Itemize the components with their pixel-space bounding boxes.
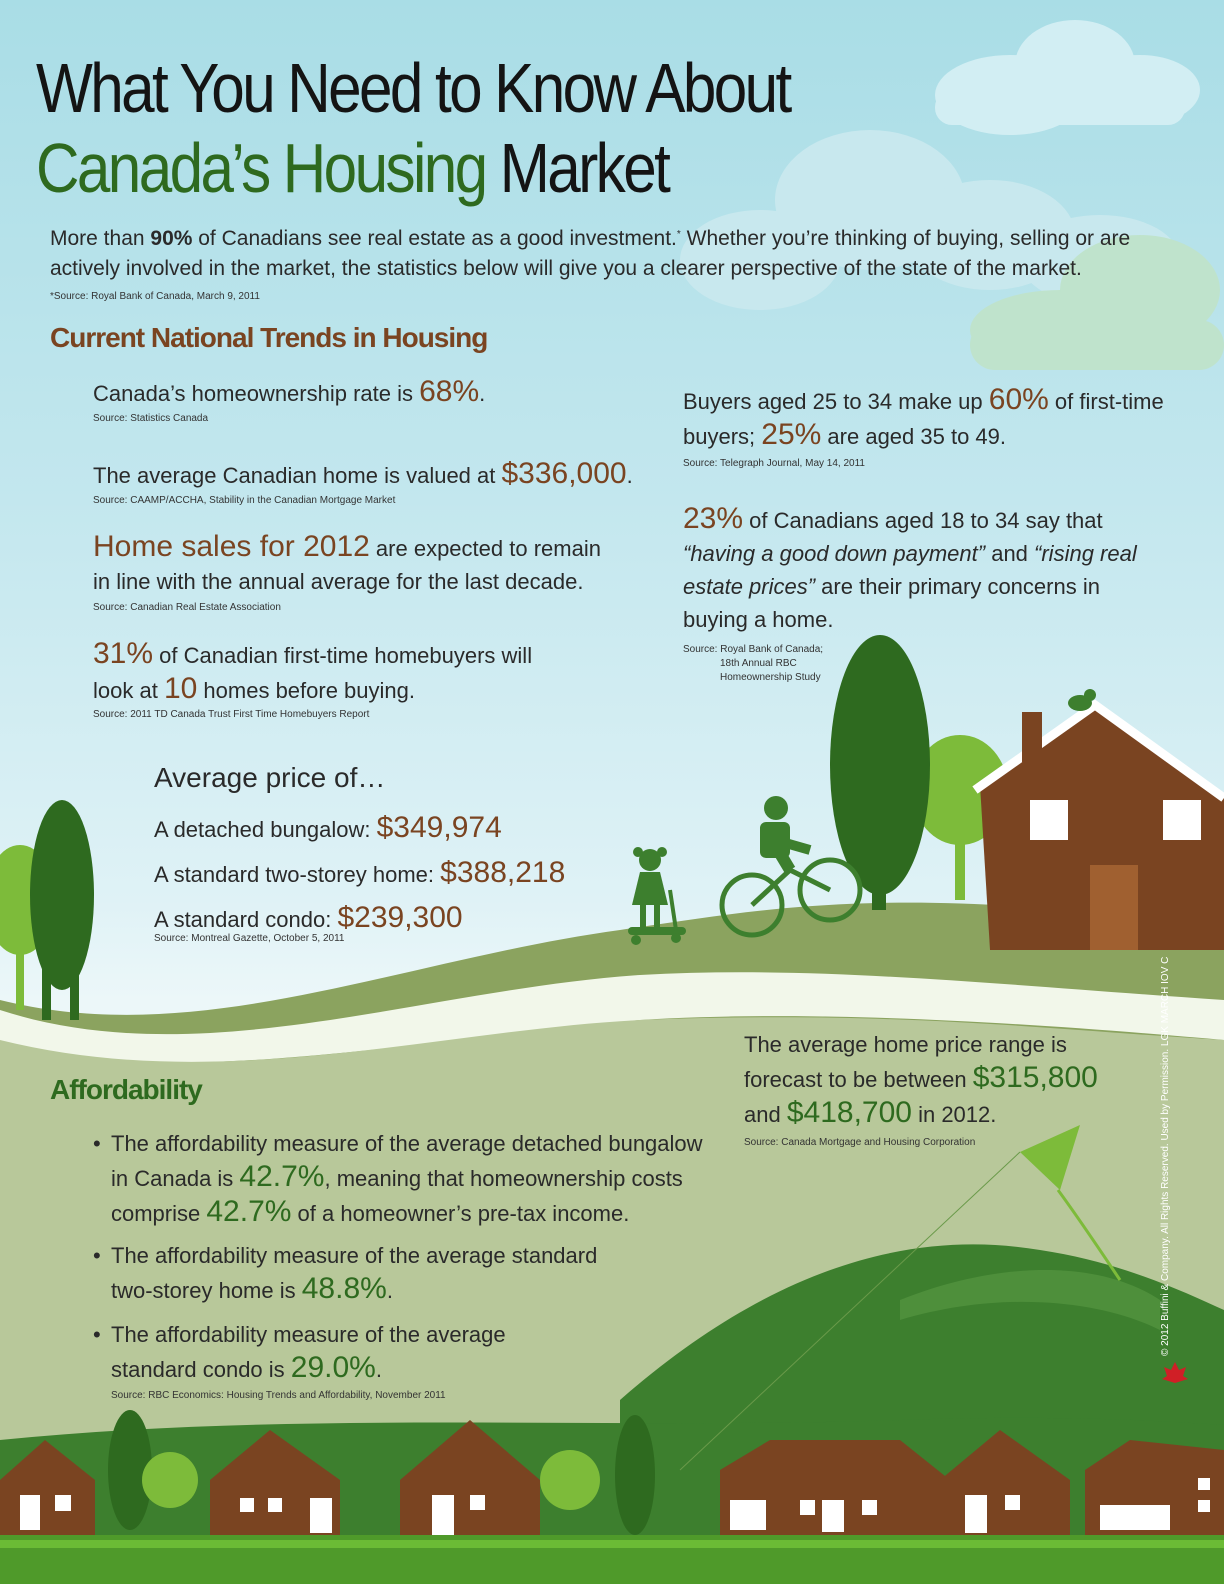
source-homeownership: Source: Statistics Canada: [93, 413, 209, 424]
stat-concerns: 23% of Canadians aged 18 to 34 say that “having a good down payment” and “rising real estate prices” are their primary concerns in buying a home.: [683, 502, 1137, 632]
intro-footnote: *Source: Royal Bank of Canada, March 9, 2011: [50, 291, 260, 302]
affordability-heading: Affordability: [50, 1074, 202, 1105]
stat-forecast: The average home price range is forecast to be between $315,800 and $418,700 in 2012.: [744, 1032, 1098, 1129]
source-first-time-buyers: Source: 2011 TD Canada Trust First Time Homebuyers Report: [93, 709, 370, 720]
scooter-girl-icon: [628, 847, 686, 945]
source-home-sales: Source: Canadian Real Estate Association: [93, 602, 281, 613]
source-forecast: Source: Canada Mortgage and Housing Corporation: [744, 1137, 976, 1148]
affordability-bullet-bungalow: • The affordability measure of the average detached bungalow in Canada is 42.7%, meaning that homeownership costs comprise 42.7% of a homeowner’s pre-tax income.: [93, 1131, 703, 1228]
avg-price-item: A standard condo: $239,300: [154, 901, 463, 934]
affordability-bullet-condo: • The affordability measure of the average standard condo is 29.0%.: [93, 1322, 506, 1384]
house-icon: [975, 689, 1224, 950]
stat-buyers-age: Buyers aged 25 to 34 make up 60% of first-time buyers; 25% are aged 35 to 49.: [683, 383, 1164, 451]
page-title: What You Need to Know About Canada’s Housing Market: [36, 49, 790, 207]
source-buyers-age: Source: Telegraph Journal, May 14, 2011: [683, 458, 865, 469]
avg-price-heading: Average price of…: [154, 762, 386, 793]
tree-icon: [0, 800, 94, 1020]
intro-paragraph: More than 90% of Canadians see real estate as a good investment.* Whether you’re thinking of buying, selling or are actively involved in the market, the statistics below will give you a clearer perspective of the state of the market.: [50, 227, 1131, 280]
stat-first-time-buyers: 31% of Canadian first-time homebuyers will look at 10 homes before buying.: [93, 637, 533, 705]
avg-price-list: [154, 806, 565, 941]
source-avg-price: Source: Montreal Gazette, October 5, 2011: [154, 933, 345, 944]
stat-home-sales: Home sales for 2012 are expected to remain in line with the annual average for the last decade.: [93, 530, 601, 594]
stat-homeownership: Canada’s homeownership rate is 68%.: [93, 375, 486, 408]
copyright-text: © 2012 Buffini & Company. All Rights Reserved. Used by Permission. LGK MARCH IOV C: [1160, 956, 1171, 1356]
trends-heading: Current National Trends in Housing: [50, 322, 488, 353]
source-average-home: Source: CAAMP/ACCHA, Stability in the Canadian Mortgage Market: [93, 495, 396, 506]
source-affordability: Source: RBC Economics: Housing Trends and Affordability, November 2011: [111, 1390, 446, 1401]
stat-average-home: The average Canadian home is valued at $336,000.: [93, 457, 633, 490]
cloud-icon: [935, 20, 1200, 135]
tree-icon: [830, 635, 1008, 910]
affordability-bullet-two-storey: • The affordability measure of the average standard two-storey home is 48.8%.: [93, 1243, 598, 1305]
source-concerns: Source: Royal Bank of Canada; 18th Annual RBC Homeownership Study: [683, 644, 824, 683]
avg-price-item: A standard two-storey home: $388,218: [154, 856, 566, 889]
avg-price-item: A detached bungalow: $349,974: [154, 811, 502, 844]
